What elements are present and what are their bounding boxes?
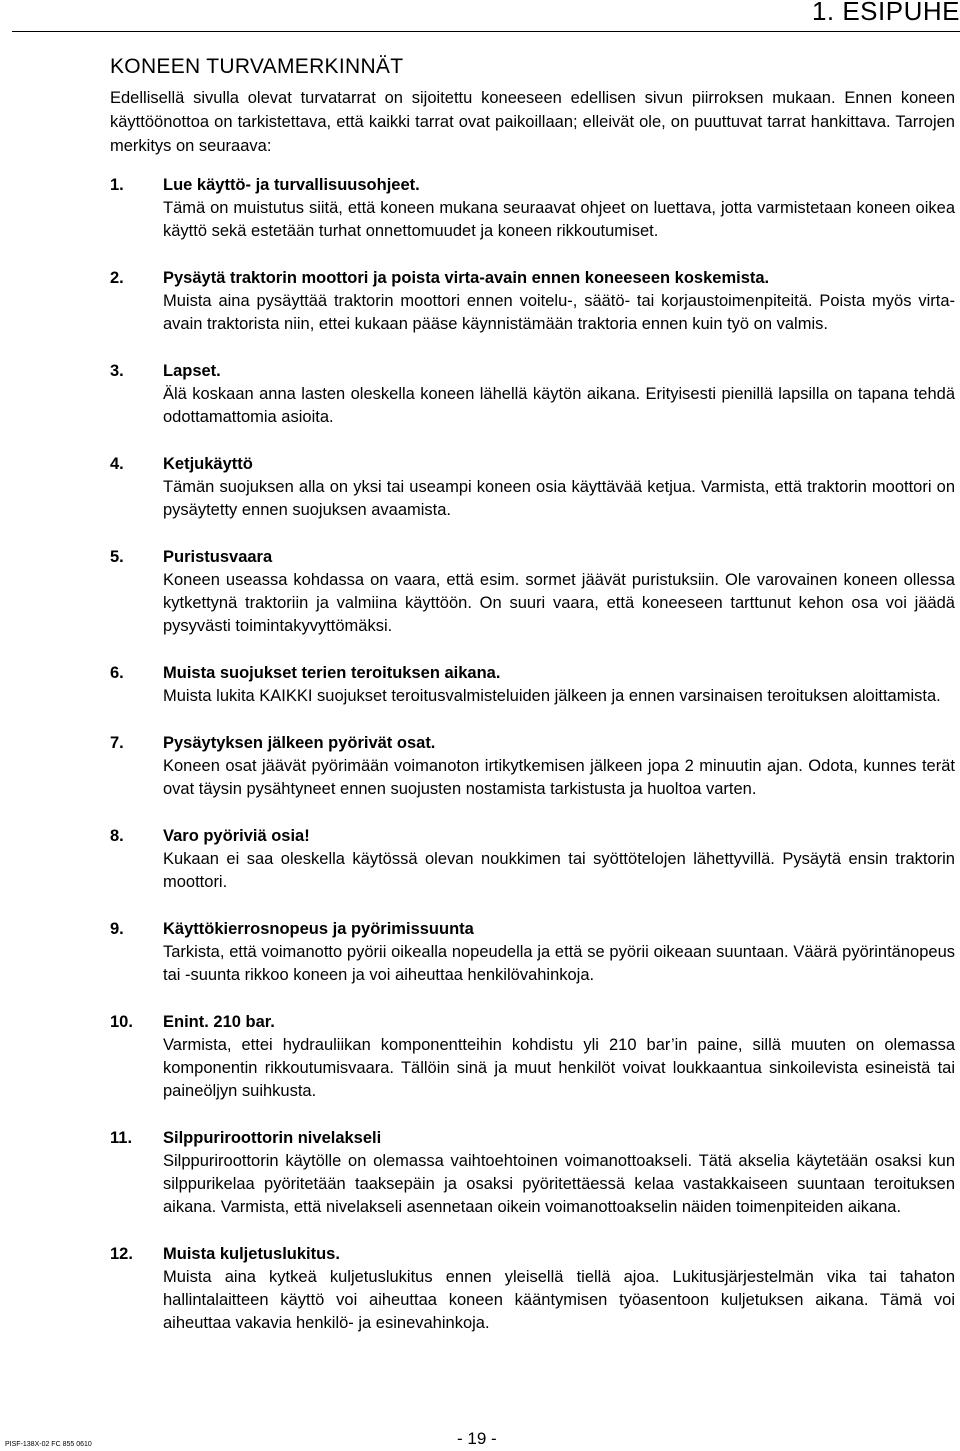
decal-number: 8. [110,827,124,845]
safety-decal-list [110,174,955,1359]
decal-number: 11. [110,1129,133,1147]
decal-item [110,918,955,987]
decal-title: Pysäytyksen jälkeen pyörivät osat. [163,734,436,752]
decal-title: Puristusvaara [163,548,273,566]
decal-text: Tämän suojuksen alla on yksi tai useampi koneen osia käyttävää ketjua. Varmista, että traktorin moottori on pysäytetty ennen suojuksen avaamista. [163,478,955,519]
decal-description [163,825,955,894]
header-divider [12,31,960,32]
decal-title: Käyttökierrosnopeus ja pyörimissuunta [163,920,474,938]
decal-item [110,1011,955,1103]
decal-number: 1. [110,176,124,194]
decal-number: 10. [110,1013,133,1031]
decal-text: Koneen osat jäävät pyörimään voimanoton irtikytkemisen jälkeen jopa 2 minuutin ajan. Odota, kunnes terät ovat täysin pysähtyneet ennen suojusten nostamista tarkistusta ja huoltoa varten. [163,757,955,798]
decal-title: Enint. 210 bar. [163,1013,275,1031]
decal-text: Muista aina pysäyttää traktorin moottori ennen voitelu-, säätö- tai korjaustoimenpiteitä. Poista myös virta-avain traktorista niin, ettei kukaan pääse käynnistämään traktoria ennen kuin työ on valmis. [163,292,955,333]
decal-item [110,1127,955,1219]
decal-text: Muista lukita KAIKKI suojukset teroitusvalmisteluiden jälkeen ja ennen varsinaisen teroituksen aloittamista. [163,687,941,705]
decal-item [110,1243,955,1335]
decal-description [163,453,955,522]
document-code: PISF-138X-02 FC 855 0610 [5,1441,92,1448]
decal-text: Koneen useassa kohdassa on vaara, että esim. sormet jäävät puristuksiin. Ole varovainen koneen ollessa kytkettynä traktoriin ja valmiina käyttöön. On suuri vaara, että koneeseen tarttunut kehon osa voi jäädä pysyvästi toimintakyvyttömäksi. [163,571,955,635]
decal-number: 4. [110,455,124,473]
decal-number: 6. [110,664,124,682]
decal-item [110,732,955,801]
decal-title: Muista kuljetuslukitus. [163,1245,340,1263]
decal-item [110,267,955,336]
decal-description [163,360,955,429]
decal-description [163,267,955,336]
intro-paragraph: Edellisellä sivulla olevat turvatarrat on sijoitettu koneeseen edellisen sivun piirroksen mukaan. Ennen koneen käyttöönottoa on tarkistettava, että kaikki tarrat ovat paikoillaan; elleivät ole, on puuttuvat tarrat hankittava. Tarrojen merkitys on seuraava: [110,89,955,155]
decal-title: Muista suojukset terien teroituksen aikana. [163,664,501,682]
decal-description [163,174,955,243]
decal-title: Varo pyöriviä osia! [163,827,310,845]
decal-text: Muista aina kytkeä kuljetuslukitus ennen yleisellä tiellä ajoa. Lukitusjärjestelmän vika tai tahaton hallintalaitteen käyttö voi aiheuttaa koneen kääntymisen työasentoon kuljetuksen aikana. Tämä voi aiheuttaa vakavia henkilö- ja esinevahinkoja. [163,1268,955,1332]
decal-description [163,1243,955,1335]
decal-description [163,662,955,708]
decal-item [110,174,955,243]
decal-description [163,918,955,987]
decal-number: 12. [110,1245,133,1263]
decal-text: Tarkista, että voimanotto pyörii oikealla nopeudella ja että se pyörii oikeaan suuntaan. Väärä pyörintänopeus tai -suunta rikkoo koneen ja voi aiheuttaa henkilövahinkoja. [163,943,955,984]
decal-text: Älä koskaan anna lasten oleskella koneen lähellä käytön aikana. Erityisesti pienillä lapsilla on tapana tehdä odottamattomia asioita. [163,385,955,426]
decal-description [163,1011,955,1103]
decal-title: Ketjukäyttö [163,455,253,473]
decal-text: Silppuriroottorin käytölle on olemassa vaihtoehtoinen voimanottoakseli. Tätä akselia käytetään osaksi kun silppurikelaa pyöritetään taaksepäin ja osaksi pyöritettäessä kelaa vastakkaiseen suuntaan teroituksen aikana. Varmista, että nivelakseli asennetaan oikein voimanottoakselin näiden toimenpiteiden aikana. [163,1152,955,1216]
decal-title: Silppuriroottorin nivelakseli [163,1129,382,1147]
decal-item [110,825,955,894]
decal-title: Lapset. [163,362,221,380]
decal-item [110,360,955,429]
decal-text: Tämä on muistutus siitä, että koneen mukana seuraavat ohjeet on luettava, jotta varmistetaan koneen oikea käyttö sekä estetään turhat onnettomuudet ja koneen rikkoutumiset. [163,199,955,240]
decal-item [110,546,955,638]
decal-text: Kukaan ei saa oleskella käytössä olevan noukkimen tai syöttötelojen lähettyvillä. Pysäytä ensin traktorin moottori. [163,850,955,891]
decal-description [163,546,955,638]
decal-text: Varmista, ettei hydrauliikan komponentteihin kohdistu yli 210 bar’in paine, sillä muuten on olemassa komponentin rikkoutumisvaara. Tällöin sinä ja muut henkilöt voivat loukkaantua sinkoilevista esineistä tai paineöljyn suihkusta. [163,1036,955,1100]
decal-title: Pysäytä traktorin moottori ja poista virta-avain ennen koneeseen koskemista. [163,269,770,287]
decal-number: 9. [110,920,124,938]
decal-title: Lue käyttö- ja turvallisuusohjeet. [163,176,420,194]
decal-number: 3. [110,362,124,380]
decal-number: 7. [110,734,124,752]
decal-description [163,1127,955,1219]
decal-description [163,732,955,801]
decal-number: 2. [110,269,124,287]
chapter-title: 1. ESIPUHE [811,0,960,26]
section-heading: KONEEN TURVAMERKINNÄT [110,55,404,78]
page-number: - 19 - [457,1429,497,1448]
decal-item [110,662,955,708]
decal-number: 5. [110,548,124,566]
decal-item [110,453,955,522]
